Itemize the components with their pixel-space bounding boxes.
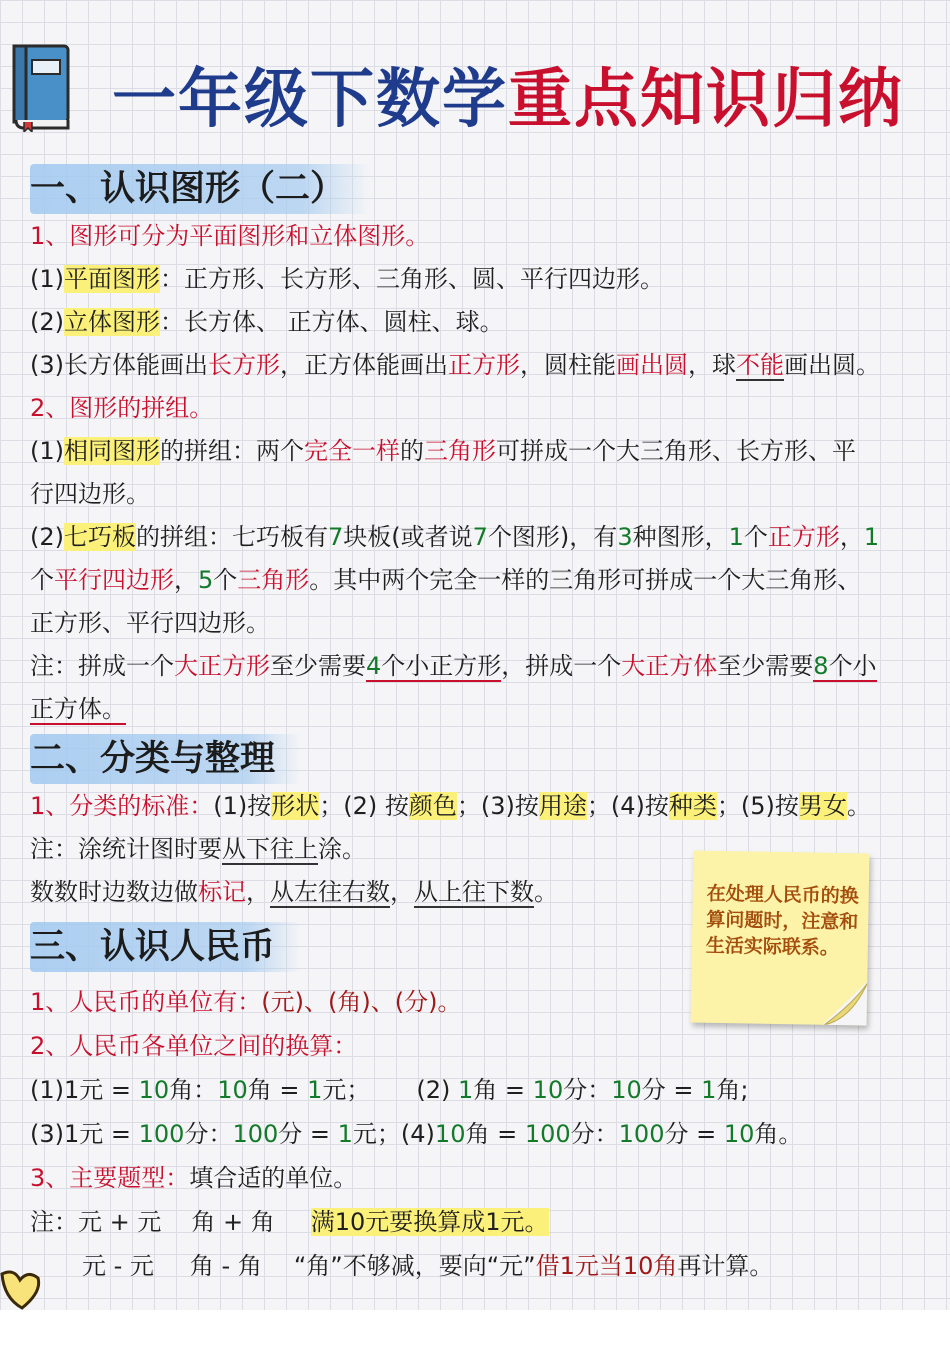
- section3-point2: 2、人民币各单位之间的换算：: [30, 1032, 358, 1060]
- text: (2): [30, 308, 64, 336]
- text: 再计算。: [677, 1252, 774, 1280]
- keyword: 三角形: [237, 566, 310, 594]
- number: 1: [458, 1076, 474, 1104]
- text: 分 =: [664, 1120, 724, 1148]
- text: 分：: [570, 1120, 619, 1148]
- section3-point1: [30, 984, 461, 1020]
- text: 注：拼成一个: [30, 652, 174, 680]
- text: 数数时边数边做: [30, 878, 198, 906]
- section1-line7: [30, 562, 861, 598]
- number: 10: [611, 1076, 642, 1104]
- text: 元；: [322, 1076, 371, 1104]
- highlight: 种类: [668, 792, 717, 820]
- number: 100: [524, 1120, 571, 1148]
- text: ，: [246, 878, 270, 906]
- text: 至少需要: [717, 652, 814, 680]
- keyword: (元)、(角)、(分)。: [261, 988, 462, 1016]
- text: ，拼成一个: [501, 652, 622, 680]
- text: 角 - 角: [189, 1252, 262, 1280]
- keyword: 不能: [736, 351, 784, 379]
- section2-line2: [30, 831, 366, 867]
- text: (2): [416, 1076, 459, 1104]
- text: 的: [400, 437, 424, 465]
- text: 角;: [716, 1076, 749, 1104]
- keyword: 完全一样: [304, 437, 400, 465]
- number: 1: [337, 1120, 353, 1148]
- text: ，正方体能画出: [280, 351, 448, 379]
- number: 10: [723, 1120, 755, 1148]
- text: ，圆柱能: [520, 351, 616, 379]
- text: 角 =: [465, 1120, 525, 1148]
- text: (1): [30, 265, 64, 293]
- keyword: 借1元当10角: [535, 1252, 678, 1280]
- text: (3)1元 =: [30, 1120, 139, 1148]
- text: ；(4)按: [586, 792, 669, 820]
- section3-note1: [30, 1204, 549, 1240]
- keyword: 1、人民币的单位有：: [30, 988, 262, 1016]
- number: 100: [232, 1120, 279, 1148]
- text: 分：: [563, 1076, 612, 1104]
- text: 个: [743, 523, 768, 551]
- underlined: 从左往右数: [270, 878, 390, 906]
- highlight: 男女: [798, 792, 847, 820]
- section1-line2: [30, 304, 504, 340]
- keyword: 三角形: [424, 437, 496, 465]
- section1-heading: 一、认识图形（二）: [30, 164, 371, 214]
- highlight: 七巧板: [64, 523, 136, 551]
- text: (1): [30, 437, 64, 465]
- text: 角 + 角: [191, 1208, 275, 1236]
- section1-line6: [30, 519, 879, 555]
- highlight: 立体图形: [64, 308, 160, 336]
- text: 块板(或者说: [343, 523, 473, 551]
- section1-line5: 行四边形。: [30, 480, 150, 508]
- text: 个: [213, 566, 238, 594]
- highlight: 形状: [271, 792, 320, 820]
- sticky-note: [691, 850, 870, 1025]
- section1-line4: [30, 433, 856, 469]
- text: (3)长方体能画出: [30, 351, 208, 379]
- text: ，: [390, 878, 414, 906]
- text: 注：元 + 元: [30, 1208, 162, 1236]
- number: 1: [701, 1076, 717, 1104]
- heart-icon: [0, 1268, 42, 1312]
- number: 7: [472, 523, 488, 551]
- underlined: 从下往上: [222, 835, 318, 863]
- text: 的拼组：七巧板有: [136, 523, 328, 551]
- section1-note: [30, 648, 877, 684]
- text: ；(5)按: [716, 792, 799, 820]
- text: ；(3)按: [456, 792, 539, 820]
- text: 个图形)，有: [487, 523, 618, 551]
- section1-point2: 2、图形的拼组。: [30, 394, 214, 422]
- number: 8: [813, 652, 829, 680]
- text: 涂。: [318, 835, 366, 863]
- keyword: 正方形: [448, 351, 520, 379]
- text: 正方体。: [30, 695, 126, 723]
- keyword: 3、主要题型：: [30, 1164, 190, 1192]
- text: 。: [846, 792, 871, 820]
- highlight: 满10元要换算成1元。: [310, 1208, 549, 1236]
- number: 3: [617, 523, 633, 551]
- number: 1: [728, 523, 744, 551]
- page-title: [112, 60, 904, 140]
- text: (1)按: [213, 792, 272, 820]
- text: 。其中两个完全一样的三角形可拼成一个大三角形、: [309, 566, 862, 594]
- keyword: 大正方形: [174, 652, 270, 680]
- section1-line1: [30, 261, 664, 297]
- text: 个: [30, 566, 54, 594]
- number: 4: [366, 652, 382, 680]
- text: 元 - 元: [82, 1252, 154, 1280]
- text: 角：: [169, 1076, 218, 1104]
- text: 至少需要: [270, 652, 366, 680]
- section2-line3: [30, 874, 558, 910]
- number: 1: [863, 523, 880, 551]
- text: 分 =: [641, 1076, 702, 1104]
- text: 种图形，: [632, 523, 729, 551]
- text: 可拼成一个大三角形、长方形、平: [496, 437, 856, 465]
- text: ，: [839, 523, 864, 551]
- section3-line1: [30, 1072, 749, 1108]
- number: 5: [198, 566, 214, 594]
- text: ，: [174, 566, 198, 594]
- text: ：长方体、 正方体、圆柱、球。: [160, 308, 504, 336]
- number: 10: [217, 1076, 248, 1104]
- section1-line8: 正方形、平行四边形。: [30, 609, 270, 637]
- text: 分：: [184, 1120, 233, 1148]
- keyword: 长方形: [208, 351, 280, 379]
- section3-heading: 三、认识人民币: [30, 922, 301, 972]
- section2-heading: 二、分类与整理: [30, 734, 301, 784]
- text: “角”不够减，要向“元”: [293, 1252, 536, 1280]
- number: 10: [532, 1076, 564, 1104]
- text: 分 =: [278, 1120, 338, 1148]
- sticky-note-text: 在处理人民币的换算问题时，注意和生活实际联系。: [705, 882, 859, 960]
- title-part1: 一年级下数学: [112, 63, 508, 137]
- text: 个小: [828, 652, 877, 680]
- section3-point3: [30, 1160, 357, 1196]
- number: 10: [434, 1120, 466, 1148]
- book-icon: [8, 42, 74, 132]
- text: ，球: [688, 351, 736, 379]
- number: 100: [138, 1120, 185, 1148]
- text: 。: [534, 878, 558, 906]
- number: 1: [307, 1076, 323, 1104]
- section1-point1: 1、图形可分为平面图形和立体图形。: [30, 222, 430, 250]
- highlight: 用途: [538, 792, 587, 820]
- text: 画出圆。: [784, 351, 880, 379]
- section3-note2: [82, 1248, 773, 1284]
- keyword: 平行四边形: [54, 566, 174, 594]
- text: ；(2) 按: [319, 792, 409, 820]
- title-part2: 重点知识归纳: [508, 63, 904, 137]
- highlight: 平面图形: [64, 265, 160, 293]
- keyword: 标记: [198, 878, 246, 906]
- highlight: 颜色: [408, 792, 457, 820]
- bottom-margin: [0, 1310, 950, 1346]
- keyword: 1、分类的标准：: [30, 792, 214, 820]
- page-curl-icon: [822, 981, 867, 1026]
- section1-line3: [30, 347, 880, 383]
- text: 填合适的单位。: [189, 1164, 358, 1192]
- keyword: 正方形: [767, 523, 840, 551]
- text: 元；(4): [352, 1120, 435, 1148]
- keyword: 大正方体: [621, 652, 718, 680]
- number: 100: [618, 1120, 665, 1148]
- text: 角。: [754, 1120, 803, 1148]
- text: 的拼组：两个: [160, 437, 304, 465]
- highlight: 相同图形: [64, 437, 160, 465]
- number: 7: [328, 523, 344, 551]
- text: (2): [30, 523, 64, 551]
- underlined: 从上往下数: [414, 878, 534, 906]
- text: 注：涂统计图时要: [30, 835, 222, 863]
- text: (1)1元 =: [30, 1076, 139, 1104]
- text: 个小正方形: [381, 652, 502, 680]
- keyword: 画出圆: [616, 351, 688, 379]
- section3-line2: [30, 1116, 802, 1152]
- section2-line1: [30, 788, 871, 824]
- number: 10: [138, 1076, 170, 1104]
- text: ：正方形、长方形、三角形、圆、平行四边形。: [160, 265, 664, 293]
- section1-note-cont: [30, 691, 126, 727]
- text: 角 =: [247, 1076, 308, 1104]
- text: 角 =: [473, 1076, 533, 1104]
